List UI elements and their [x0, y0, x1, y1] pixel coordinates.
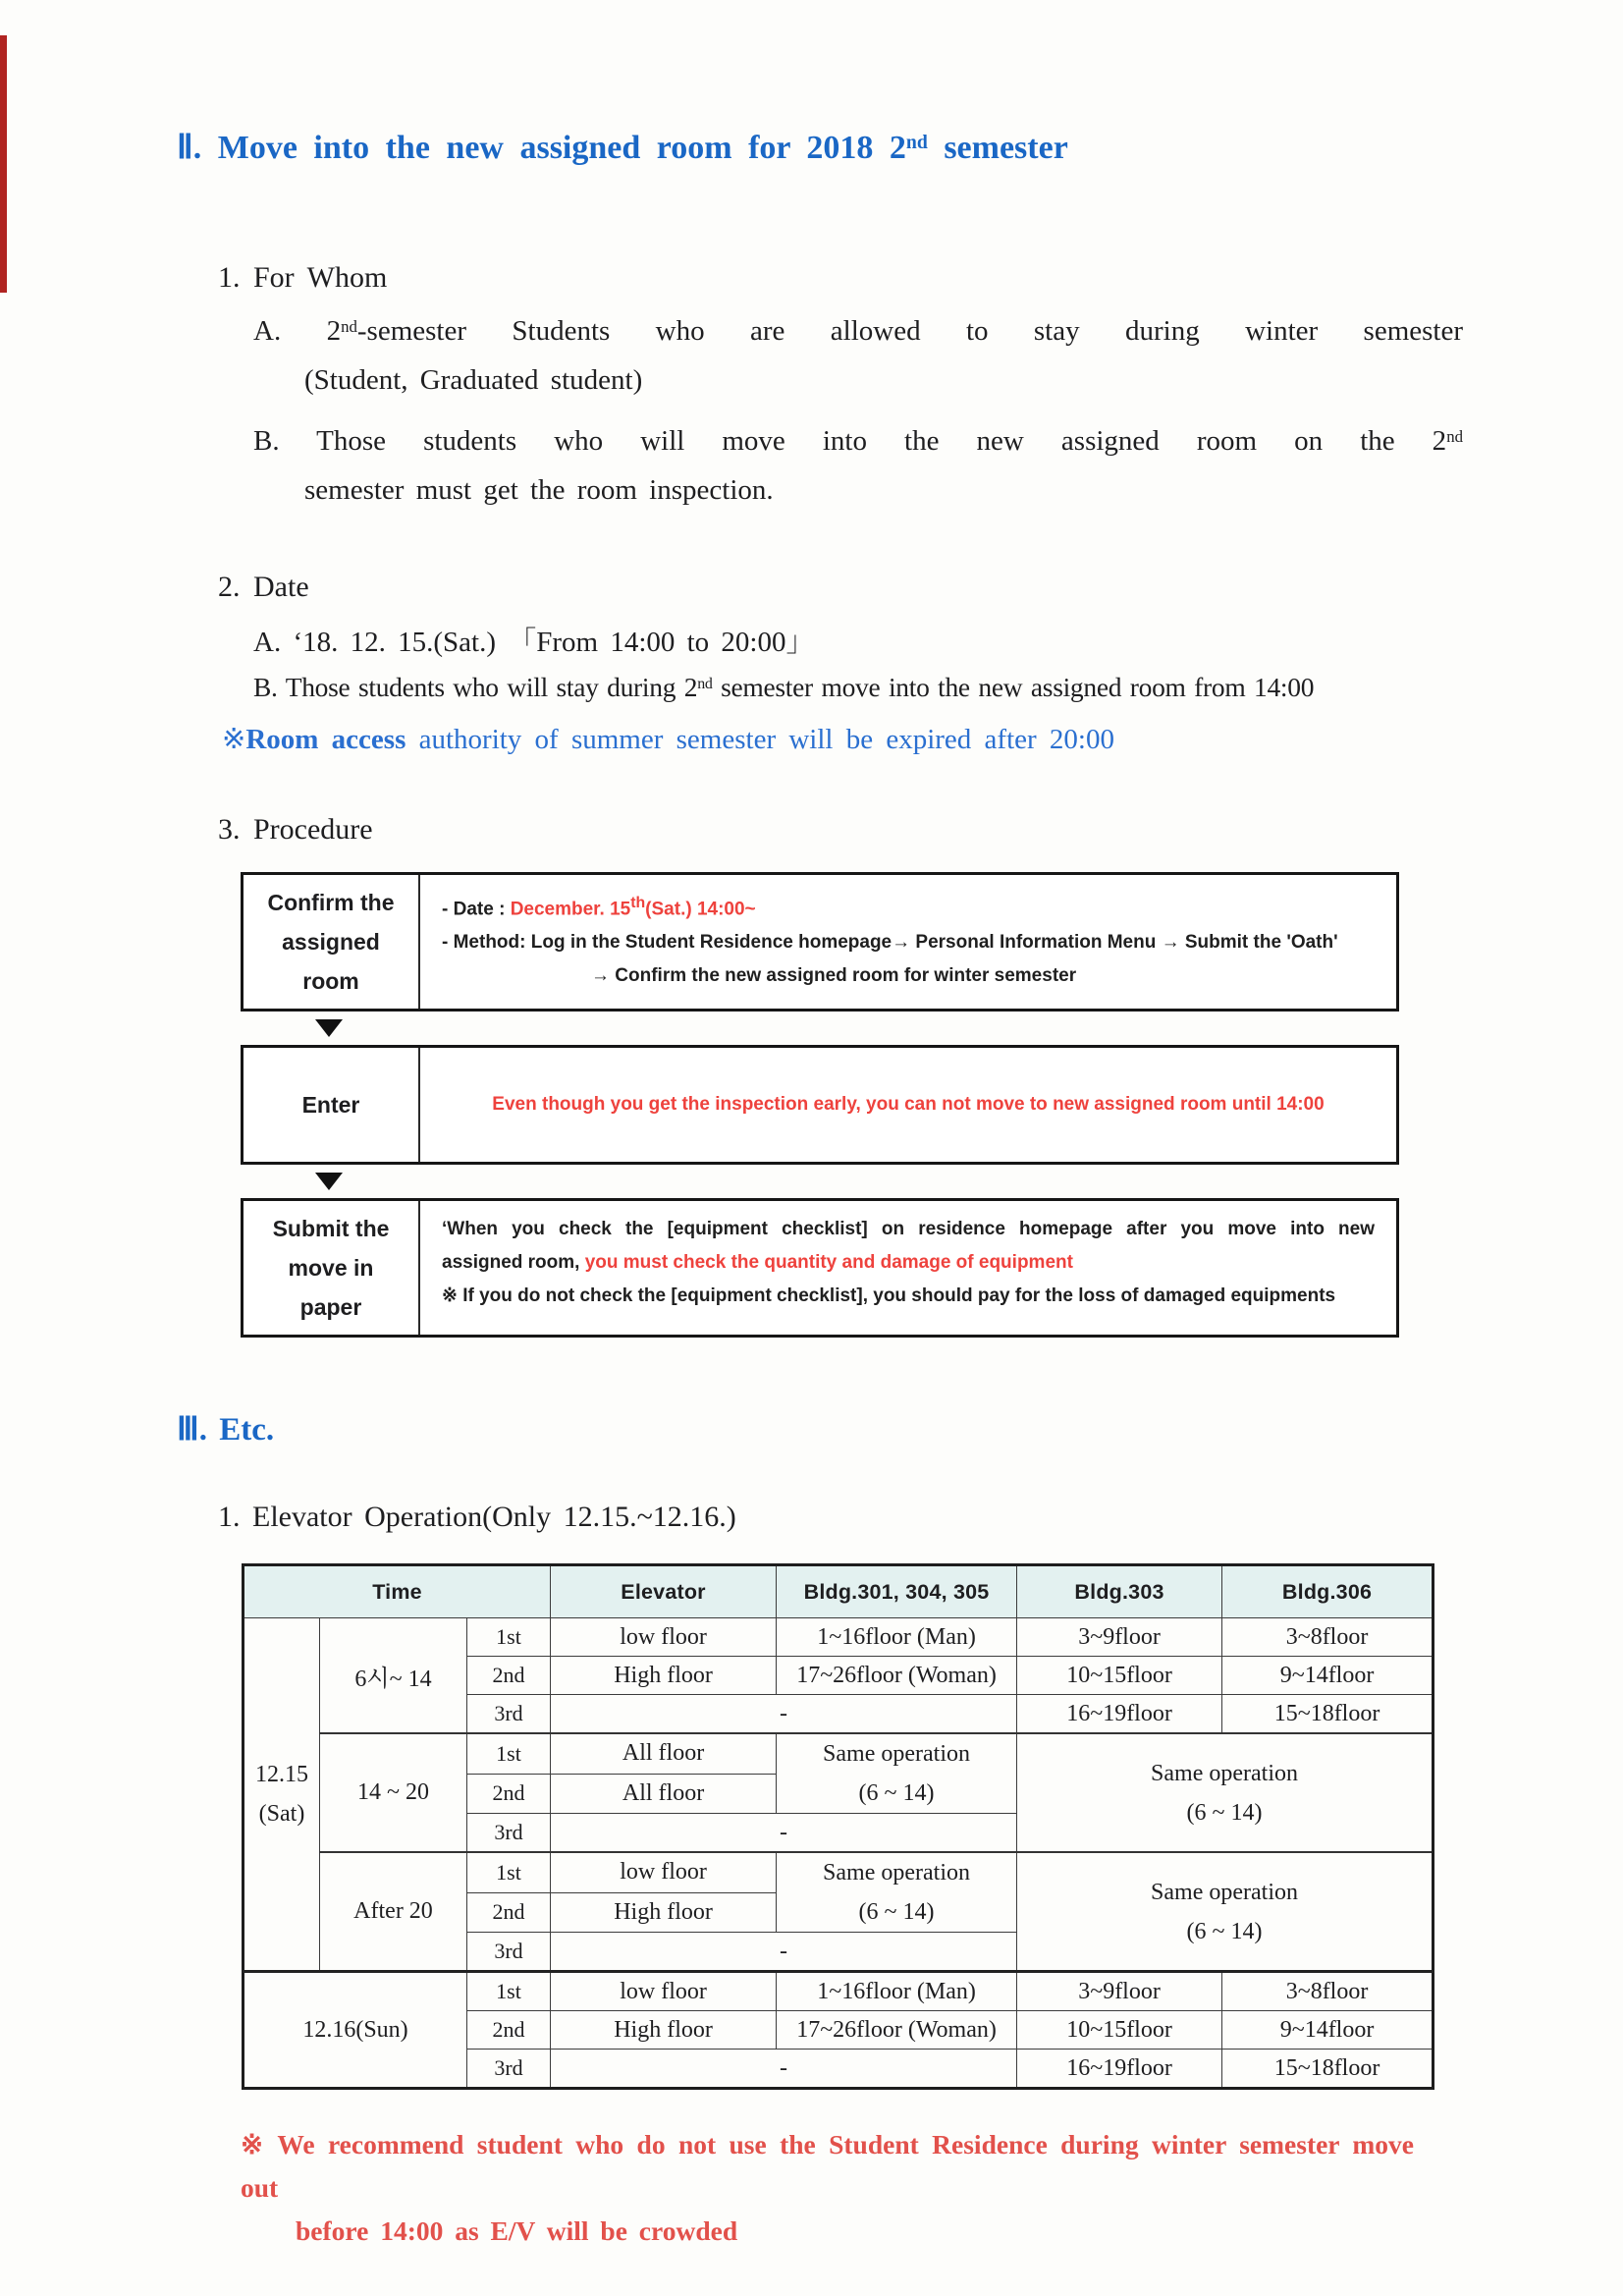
same-operation-line1: Same operation [823, 1860, 970, 1886]
step3-label [243, 1201, 420, 1335]
for-whom-item-a-cont: (Student, Graduated student) [304, 364, 643, 396]
cell-ord: 2nd [467, 2011, 551, 2050]
for-whom-item-a-pre: A. 2 [253, 315, 342, 347]
step2-label: Enter [243, 1048, 420, 1162]
procedure-step1 [241, 872, 1399, 1011]
cell-bldg303: 16~19floor [1017, 2050, 1222, 2089]
same-operation-line1: Same operation [1151, 1879, 1298, 1905]
step1-body [420, 875, 1396, 1009]
step1-method-line: - Method: Log in the Student Residence homepage→ Personal Information Menu → Submit the 'Oath' [442, 932, 1338, 954]
recommendation-note-line1: ※ We recommend student who do not use the Student Residence during winter semester move out [241, 2129, 1414, 2203]
room-access-note-bold: Room access [245, 724, 406, 755]
table-row [243, 1972, 1434, 2011]
cell-ord: 1st [467, 1618, 551, 1657]
same-operation-line2: (6 ~ 14) [858, 1780, 935, 1806]
header-time: Time [243, 1565, 551, 1618]
step1-label-line2: assigned [282, 929, 380, 955]
cell-bldg306: 3~8floor [1222, 1972, 1434, 2011]
cell-bldg306: 9~14floor [1222, 2011, 1434, 2050]
cell-dash: - [551, 1695, 1017, 1734]
recommendation-note-line2: before 14:00 as E/V will be crowded [296, 2215, 738, 2246]
cell-bldg303: 10~15floor [1017, 1657, 1222, 1695]
step3-line1: ‘When you check the [equipment checklist] on residence homepage after you move into new [442, 1219, 1375, 1239]
section2-heading-post: semester [927, 130, 1068, 166]
cell-dash: - [551, 1814, 1017, 1853]
cell-bldg303: 16~19floor [1017, 1695, 1222, 1734]
for-whom-item-b-pre: B. Those students who will move into the new assigned room on the 2 [253, 425, 1447, 457]
cell-ord: 2nd [467, 1892, 551, 1933]
date-items [253, 620, 1463, 715]
step3-line2 [442, 1246, 1375, 1280]
cell-ord: 2nd [467, 1657, 551, 1695]
elevator-table [242, 1563, 1434, 2090]
section2-heading-pre: Ⅱ. Move into the new assigned room for 2018 2 [177, 130, 906, 166]
cell-bldg306: 15~18floor [1222, 2050, 1434, 2089]
cell-elevator: low floor [551, 1972, 777, 2011]
cell-bldg303: 3~9floor [1017, 1972, 1222, 2011]
for-whom-item-b [253, 418, 1463, 467]
cell-ord: 3rd [467, 1814, 551, 1853]
step3-label-line2: move in [288, 1255, 374, 1281]
step1-date-label: - Date : [442, 899, 511, 920]
date-title: 2. Date [218, 571, 309, 603]
for-whom-items [253, 308, 1463, 513]
cell-bldg301: 17~26floor (Woman) [777, 2011, 1017, 2050]
cell-bldg306: 15~18floor [1222, 1695, 1434, 1734]
step1-method-line2: → Confirm the new assigned room for winter semester [591, 965, 1077, 987]
for-whom-item-a [253, 308, 1463, 357]
for-whom-item-a-post: -semester Students who are allowed to stay during winter semester [356, 315, 1463, 347]
for-whom-item-b-cont: semester must get the room inspection. [304, 474, 774, 506]
section3-heading: Ⅲ. Etc. [177, 1412, 275, 1448]
table-row [243, 1618, 1434, 1657]
step1-date-value-post: (Sat.) 14:00~ [645, 899, 756, 920]
cell-same-operation [777, 1733, 1017, 1814]
page-content [177, 126, 1463, 2253]
step1-label-line3: room [302, 968, 359, 994]
cell-same-operation [777, 1852, 1017, 1933]
cell-bldg303: 10~15floor [1017, 2011, 1222, 2050]
room-access-note [222, 717, 1463, 762]
header-elevator: Elevator [551, 1565, 777, 1618]
cell-time-range-3: After 20 [320, 1852, 467, 1972]
step1-label-line1: Confirm the [267, 890, 395, 915]
cell-date-sat-line2: (Sat) [258, 1801, 305, 1827]
step2-warning-text: Even though you get the inspection early, you can not move to new assigned room until 14:00 [492, 1094, 1325, 1115]
elevator-operation-title: 1. Elevator Operation(Only 12.15.~12.16.) [218, 1501, 736, 1533]
cell-same-operation-wide [1017, 1852, 1434, 1972]
section2-heading-superscript: nd [905, 132, 928, 154]
date-item-a: A. ‘18. 12. 15.(Sat.) 「From 14:00 to 20:00」 [253, 627, 815, 658]
cell-elevator: High floor [551, 1892, 777, 1933]
cell-ord: 1st [467, 1972, 551, 2011]
header-bldg301: Bldg.301, 304, 305 [777, 1565, 1017, 1618]
cell-bldg301: 17~26floor (Woman) [777, 1657, 1017, 1695]
header-bldg303: Bldg.303 [1017, 1565, 1222, 1618]
cell-dash: - [551, 1933, 1017, 1972]
same-operation-line2: (6 ~ 14) [858, 1899, 935, 1925]
cell-date-sat-line1: 12.15 [255, 1762, 308, 1787]
table-row [243, 1733, 1434, 1774]
step3-label-line3: paper [299, 1294, 362, 1320]
elevator-recommendation-note [241, 2123, 1414, 2253]
same-operation-line2: (6 ~ 14) [1186, 1799, 1263, 1826]
cell-ord: 3rd [467, 1695, 551, 1734]
table-header-row [243, 1565, 1434, 1618]
cell-elevator: low floor [551, 1618, 777, 1657]
step3-line2-red: you must check the quantity and damage of equipment [584, 1252, 1073, 1273]
date-item-b [253, 665, 1463, 715]
scan-artifact-line [0, 35, 7, 293]
date-item-b-superscript: nd [697, 676, 713, 693]
cell-bldg301: 1~16floor (Man) [777, 1972, 1017, 2011]
same-operation-line1: Same operation [823, 1741, 970, 1767]
for-whom-item-a-superscript: nd [341, 316, 357, 336]
cell-bldg306: 3~8floor [1222, 1618, 1434, 1657]
cell-ord: 3rd [467, 1933, 551, 1972]
step1-date-line [442, 887, 1375, 926]
step3-line3: ※ If you do not check the [equipment checklist], you should pay for the loss of damaged equipments [442, 1285, 1336, 1306]
cell-same-operation-wide [1017, 1733, 1434, 1852]
room-access-note-rest: authority of summer semester will be expired after 20:00 [406, 724, 1114, 755]
reference-mark: ※ [222, 724, 246, 755]
cell-date-sat [243, 1618, 320, 1972]
table-row [243, 1852, 1434, 1892]
for-whom-item-b-superscript: nd [1446, 426, 1463, 446]
step3-line2-black: assigned room, [442, 1252, 585, 1273]
cell-ord: 1st [467, 1733, 551, 1774]
cell-elevator: low floor [551, 1852, 777, 1892]
cell-ord: 1st [467, 1852, 551, 1892]
step3-body [420, 1201, 1396, 1335]
cell-elevator: All floor [551, 1733, 777, 1774]
date-item-b-post: semester move into the new assigned room from 14:00 [712, 672, 1315, 702]
cell-date-sun: 12.16(Sun) [243, 1972, 467, 2089]
section2-heading [177, 126, 1463, 175]
cell-ord: 3rd [467, 2050, 551, 2089]
cell-elevator: High floor [551, 1657, 777, 1695]
cell-time-range-1: 6시~ 14 [320, 1618, 467, 1734]
step1-date-value-pre: December. 15 [510, 899, 631, 920]
cell-dash: - [551, 2050, 1017, 2089]
cell-elevator: High floor [551, 2011, 777, 2050]
header-bldg306: Bldg.306 [1222, 1565, 1434, 1618]
date-item-b-pre: B. Those students who will stay during 2 [253, 672, 698, 702]
cell-bldg303: 3~9floor [1017, 1618, 1222, 1657]
cell-bldg306: 9~14floor [1222, 1657, 1434, 1695]
cell-ord: 2nd [467, 1774, 551, 1814]
same-operation-line2: (6 ~ 14) [1186, 1918, 1263, 1944]
for-whom-title: 1. For Whom [218, 261, 388, 294]
step1-label [243, 875, 420, 1009]
down-arrow-icon [315, 1019, 343, 1037]
cell-elevator: All floor [551, 1774, 777, 1814]
down-arrow-icon [315, 1173, 343, 1190]
cell-bldg301: 1~16floor (Man) [777, 1618, 1017, 1657]
cell-time-range-2: 14 ~ 20 [320, 1733, 467, 1852]
step3-label-line1: Submit the [272, 1216, 390, 1241]
step1-date-superscript: th [630, 895, 646, 911]
procedure-step2 [241, 1045, 1399, 1165]
same-operation-line1: Same operation [1151, 1760, 1298, 1786]
procedure-title: 3. Procedure [218, 813, 373, 846]
procedure-step3 [241, 1198, 1399, 1338]
